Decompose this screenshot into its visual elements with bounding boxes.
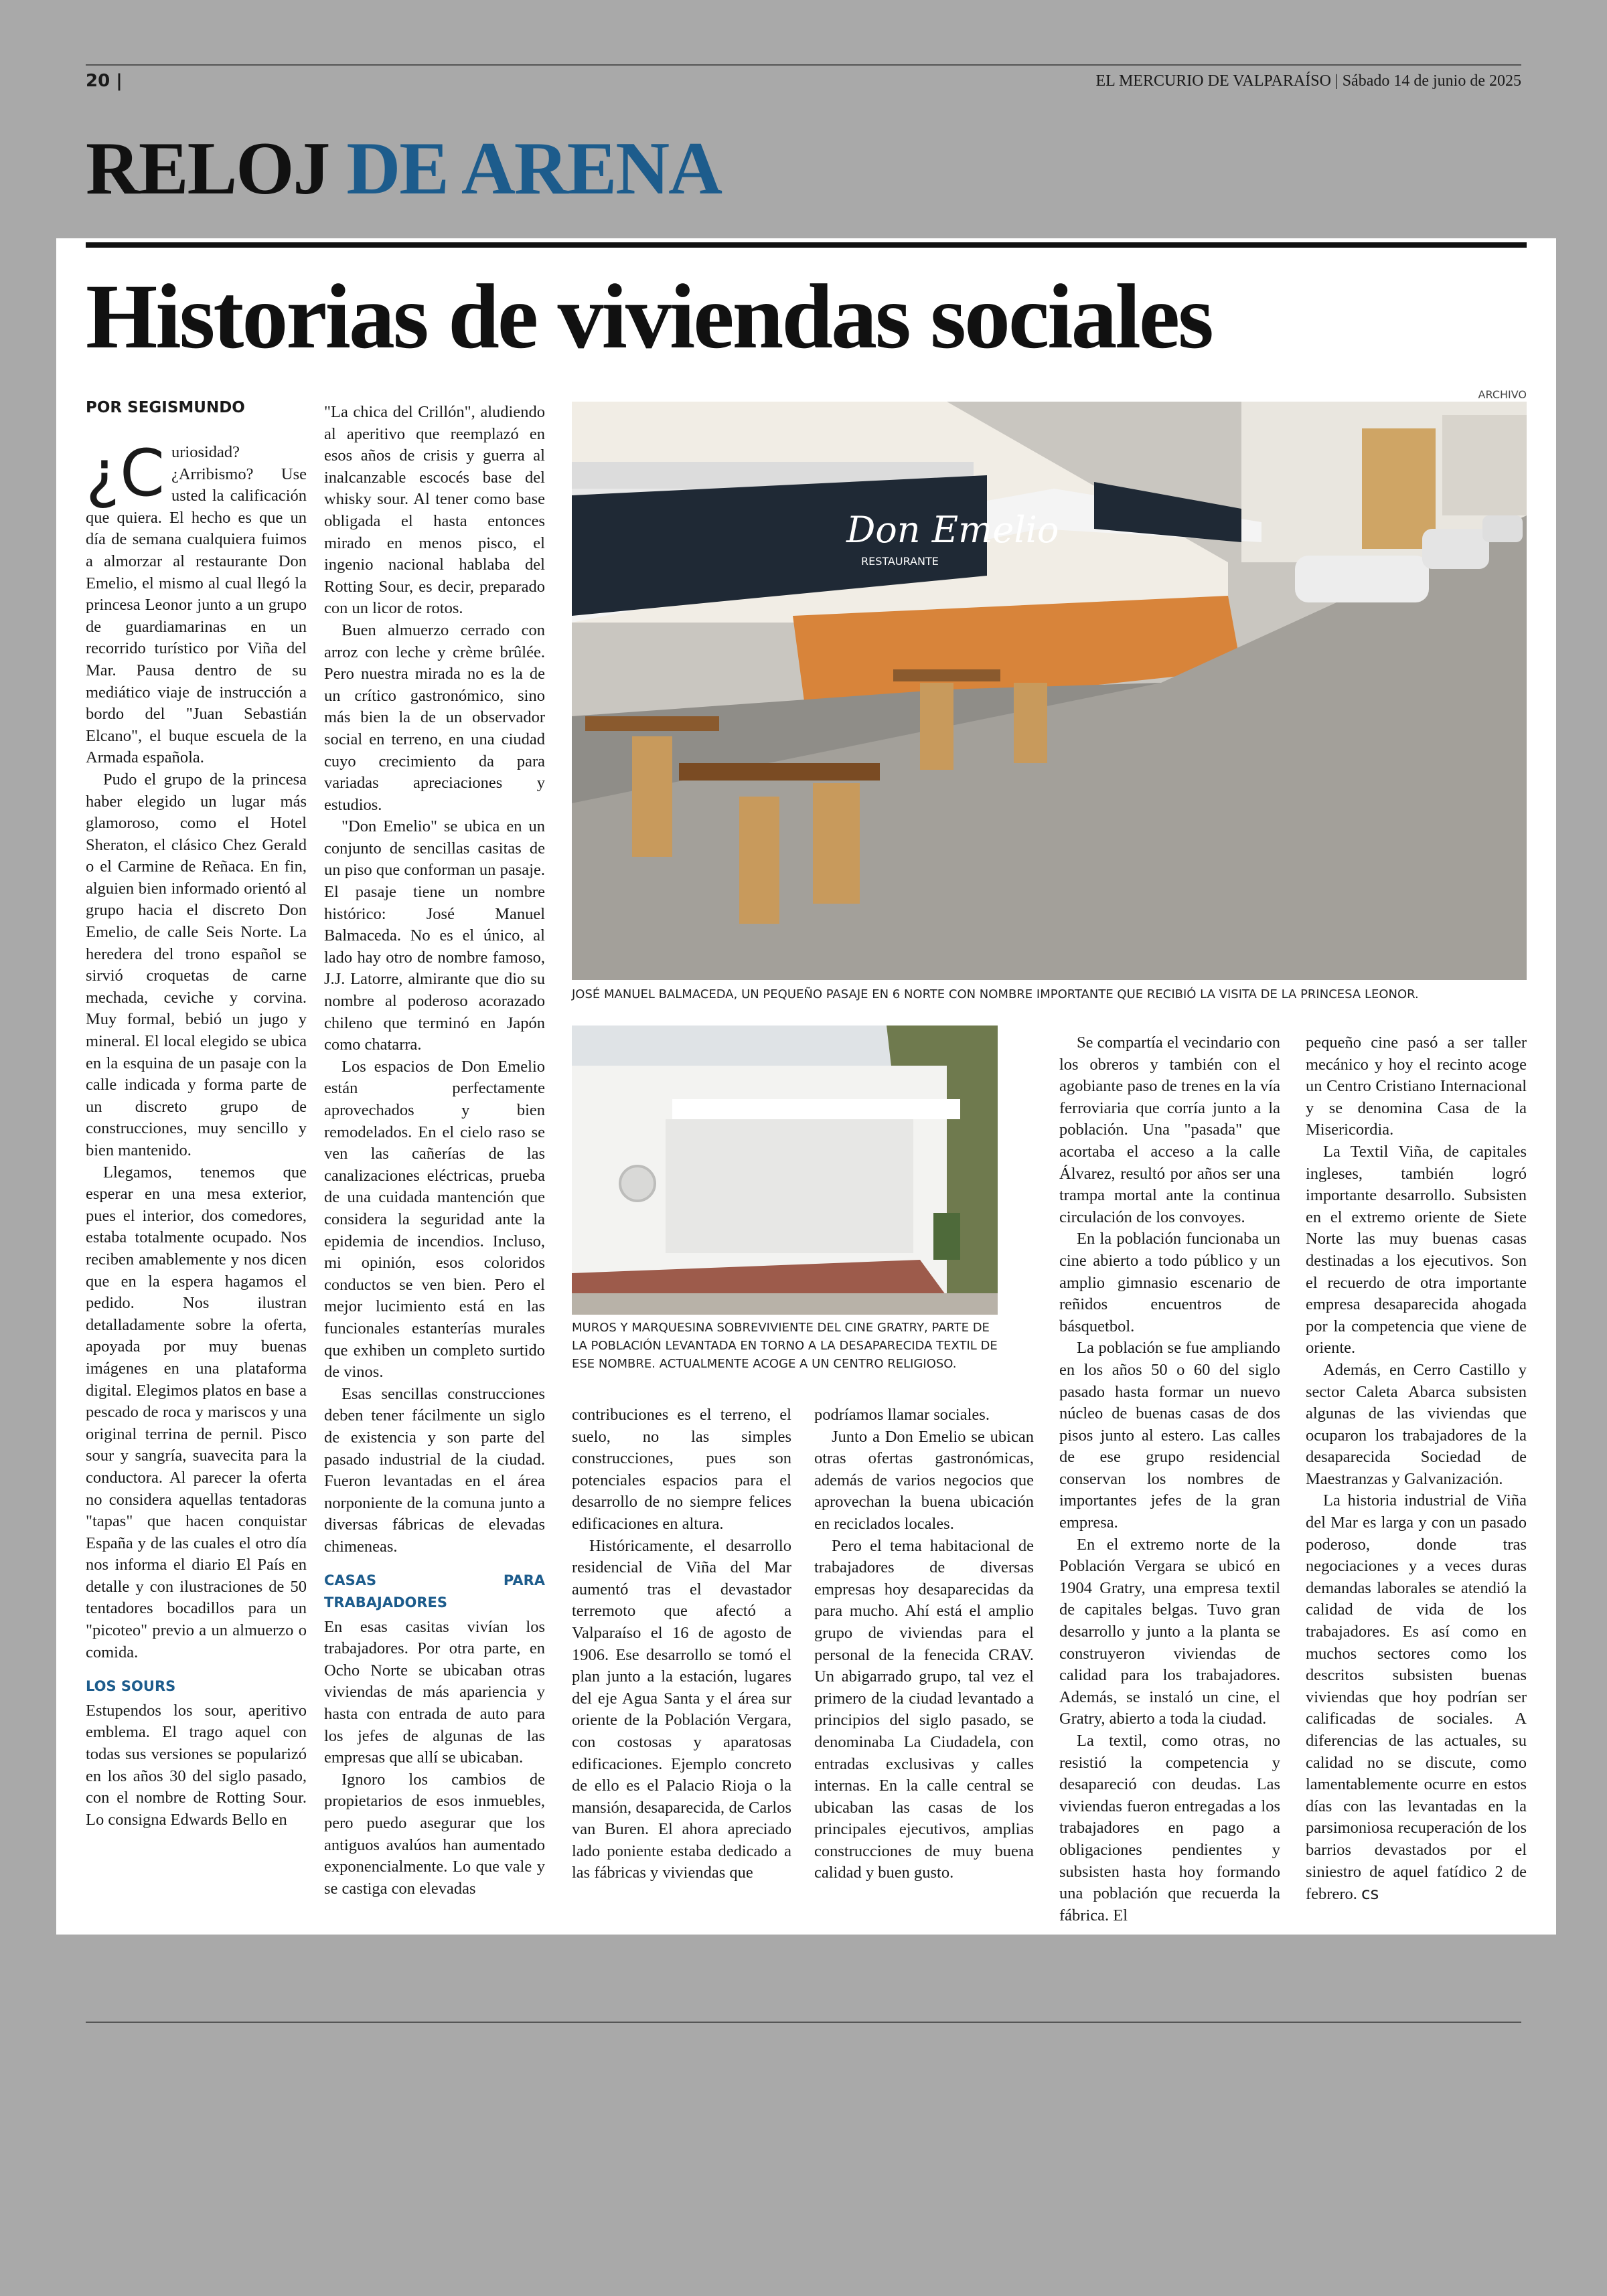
section-title-part2: DE ARENA [346,127,722,210]
paragraph: Estupendos los sour, aperitivo emblema. El trago aquel con todas sus versiones se popularizó en los años 30 del siglo pasado, con el nombre de Rotting Sour. Lo consigna Edwards Bello en [86,1701,307,1829]
main-photo-caption: JOSÉ MANUEL BALMACEDA, UN PEQUEÑO PASAJE EN 6 NORTE CON NOMBRE IMPORTANTE QUE RECIBIÓ LA VISITA DE LA PRINCESA LEONOR. [572,987,1419,1001]
paragraph: La población se fue ampliando en los años 50 o 60 del siglo pasado hasta formar un nuevo núcleo de buenas casas de dos pisos junto al estero. Las calles de ese grupo residencial conservan los nombres de importantes jefes de la gran empresa. [1059,1339,1280,1532]
paragraph: Pero el tema habitacional de trabajadores de diversas empresas hoy desaparecidas da para mucho. Ahí está el amplio grupo de viviendas para el personal de la fenecida CRAV. Un abigarrado grupo, tal vez el primero de la ciudad levantado a principios del siglo pasado, se denominaba La Ciudadela, con entradas exclusivas y calles internas. En la calle central se ubicaban las casas de los principales ejecutivos, amplias construcciones de muy buena calidad y buen gusto. [814,1536,1034,1882]
paragraph: Junto a Don Emelio se ubican otras ofertas gastronómicas, además de varios negocios que aprovechan la buena ubicación en reciclados locales. [814,1427,1034,1533]
awning-brand: Don Emelio [846,509,1059,551]
headline-rule [86,242,1527,248]
byline: POR SEGISMUNDO [86,399,245,416]
article-sheet [56,238,1556,1935]
paragraph: La Textil Viña, de capitales ingleses, también logró importante desarrollo. Subsisten en el extremo oriente de Siete Norte las muy buenas casas destinadas a los ejecutivos. Son el recuerdo de otra importante empresa desaparecida ahogada por la competencia que viene de oriente. [1306,1142,1527,1358]
cinema-photo [572,1026,998,1315]
paragraph: Se compartía el vecindario con los obreros y también con el agobiante paso de trenes en la vía ferroviaria que corría junto a la población. Una "pasada" que acortaba el acceso a la calle Álvarez, resultó por años ser una trampa mortal ante la continua circulación de los convoyes. [1059,1034,1280,1226]
paragraph: ¿C uriosidad? ¿Arribismo? Use usted la calificación que quiera. El hecho es que un día de semana cualquiera fuimos a almorzar al restaurante Don Emelio, el mismo al cual llegó la princesa Leonor junto a un grupo de guardiamarinas en un recorrido turístico por Viña del Mar. Pausa dentro de su mediático viaje de instrucción a bordo del "Juan Sebastián Elcano", el buque escuela de la Armada española. [86,436,307,767]
paragraph: podríamos llamar sociales. [814,1406,990,1424]
paragraph: En la población funcionaba un cine abierto a todo público y un amplio gimnasio escenario de reñidos encuentros de básquetbol. [1059,1230,1280,1335]
article-column-3 [572,1404,791,1908]
restaurant-photo-illustration [572,402,1527,980]
article-column-5 [1059,1032,1280,1924]
photo-credit: ARCHIVO [1478,388,1527,401]
paragraph: En el extremo norte de la Población Vergara se ubicó en 1904 Gratry, una empresa textil de capitales belgas. Tuvo gran desarrollo y junto a la planta se construyeron viviendas de calidad para los trabajadores. Además, se instaló un cine, el Gratry, abierto a toda la ciudad. [1059,1535,1280,1728]
paragraph: Esas sencillas construcciones deben tener fácilmente un siglo de existencia y son parte del pasado industrial de la ciudad. Fueron levantadas en el área norponiente de la comuna junto a diversas fábricas de elevadas chimeneas. [324,1384,545,1556]
end-mark: cs [1361,1884,1379,1904]
section-title-part1: RELOJ [86,127,329,210]
paragraph: pequeño cine pasó a ser taller mecánico y hoy el recinto acoge un Centro Cristiano Internacional y se denomina Casa de la Misericordia. [1306,1034,1527,1139]
cinema-photo-caption: MUROS Y MARQUESINA SOBREVIVIENTE DEL CINE GRATRY, PARTE DE LA POBLACIÓN LEVANTADA EN TORNO A LA DESAPARECIDA TEXTIL DE ESE NOMBRE. ACTUALMENTE ACOGE A UN CENTRO RELIGIOSO. [572,1321,998,1371]
masthead: EL MERCURIO DE VALPARAÍSO | Sábado 14 de junio de 2025 [1095,72,1521,90]
paragraph: La textil, como otras, no resistió la competencia y desapareció con deudas. Las viviendas fueron entregadas a los trabajadores en pago a obligaciones pendientes y subsisten hasta hoy formando una población que recuerda la fábrica. El [1059,1732,1280,1924]
article-column-1 [86,436,307,1908]
article-column-6 [1306,1032,1527,1908]
paragraph: "Don Emelio" se ubica en un conjunto de sencillas casitas de un piso que conforman un pasaje. El pasaje tiene un nombre histórico: José Manuel Balmaceda. No es el único, al lado hay otro de nombre famoso, J.J. Latorre, almirante que dio su nombre al poderoso acorazado chileno que terminó en Japón como chatarra. [324,817,545,1054]
subheading: LOS SOURS [86,1678,176,1695]
paragraph: Ignoro los cambios de propietarios de esos inmuebles, pero puedo asegurar que los antiguos avalúos han aumentado exponencialmente. Lo que vale y se castiga con elevadas [324,1770,545,1898]
section-title [86,127,722,210]
article-column-4 [814,1404,1034,1908]
awning-subtitle: RESTAURANTE [861,555,939,568]
paragraph: En esas casitas vivían los trabajadores. Por otra parte, en Ocho Norte se ubicaban otras viviendas de más apariencia y hasta con entrada de auto para los jefes de algunas de las empresas que allí se ubicaban. [324,1617,545,1767]
paragraph: contribuciones es el terreno, el suelo, no las simples construcciones, pues son potenciales espacios para el desarrollo de no siempre felices edificaciones en altura. [572,1406,791,1533]
paragraph: "La chica del Crillón", aludiendo al aperitivo que reemplazó en esos años de crisis y guerra al inalcanzable escocés base del whisky sour. Al tener como base obligada el hasta entonces mirado en menos pisco, el ingenio nacional hablaba del Rotting Sour, es decir, preparado con un licor de rotos. [324,403,545,618]
paragraph: Históricamente, el desarrollo residencial de Viña del Mar aumentó tras el devastador terremoto que afectó a Valparaíso el 16 de agosto de 1906. Ese desarrollo se tomó el plan junto a la estación, lugares del eje Agua Santa y el área sur oriente de la Población Vergara, con costosas y aparatosas edificaciones. Ejemplo concreto de ello es el Palacio Rioja o la mansión, desaparecida, de Carlos van Buren. El ahora apreciado lado poniente estaba dedicado a las fábricas y viviendas que [572,1536,791,1882]
drop-cap: ¿C [86,436,165,511]
subheading: CASAS PARA TRABAJADORES [324,1572,545,1611]
page-number: 20 | [86,71,123,91]
paragraph: Pudo el grupo de la princesa haber elegido un lugar más glamoroso, como el Hotel Sheraton, el clásico Chez Gerald o el Carmine de Reñaca. En fin, alguien bien informado orientó al grupo hacia el discreto Don Emelio, de calle Seis Norte. La heredera del trono español se sirvió croquetas de carne mechada, ceviche y corvina. Muy formal, bebió un jugo y mineral. El local elegido se ubica en la esquina de un pasaje con la calle indicada y forma parte de un discreto grupo de construcciones, muy sencillo y bien mantenido. [86,770,307,1159]
header-rule [86,64,1521,66]
paragraph: Llegamos, tenemos que esperar en una mesa exterior, pues el interior, dos comedores, estaba totalmente ocupado. Nos reciben amablemente y nos dicen que en la espera hagamos el pedido. Nos ilustran detalladamente sobre la oferta, apoyada por muy buenas imágenes en una plataforma digital. Elegimos platos en base a pescado de roca y mariscos y una original terrina de pernil. Pisco sour y sangría, suavecita para la conductora. Al parecer la oferta no considera aquellas tentadoras "tapas" que hacen conquistar España y de las cuales el otro día nos informa el diario El País en detalle y con ilustraciones de 50 tentadores bocadillos para un "picoteo" previo a un almuerzo o comida. [86,1163,307,1661]
article-column-2 [324,402,545,1908]
footer-rule [86,2022,1521,2023]
paragraph: La historia industrial de Viña del Mar es larga y con un pasado poderoso, donde tras negociaciones y a veces duras demandas laborales se atendió la calidad de vida de los trabajadores. Es así como en muchos sectores como los descritos subsisten buenas viviendas que hoy podrían ser calificadas de sociales. A diferencias de las actuales, su calidad no se discute, como lamentablemente ocurre en estos días con las levantadas en la parsimoniosa recuperación de los barrios devastados por el siniestro de aquel fatídico 2 de febrero. cs [1306,1491,1527,1904]
restaurant-photo [572,402,1527,980]
paragraph: Los espacios de Don Emelio están perfectamente aprovechados y bien remodelados. En el cielo raso se ven las cañerías de las canalizaciones eléctricas, prueba de una cuidada mantención que considera la seguridad ante la epidemia de incendios. Incluso, mi opinión, esos coloridos conductos se ven bien. Pero el mejor lucimiento está en las funcionales estanterías murales que exhiben un completo surtido de vinos. [324,1057,545,1382]
headline: Historias de viviendas sociales [86,265,1212,367]
paragraph: Buen almuerzo cerrado con arroz con leche y crème brûlée. Pero nuestra mirada no es la de un crítico gastronómico, sino más bien la de un observador social en terreno, en una ciudad cuyo crecimiento da para variadas apreciaciones y estudios. [324,621,545,814]
paragraph: Además, en Cerro Castillo y sector Caleta Abarca subsisten algunas de las viviendas que ocuparon los trabajadores de la desaparecida Sociedad de Maestranzas y Galvanización. [1306,1360,1527,1488]
cinema-photo-illustration [572,1026,998,1315]
